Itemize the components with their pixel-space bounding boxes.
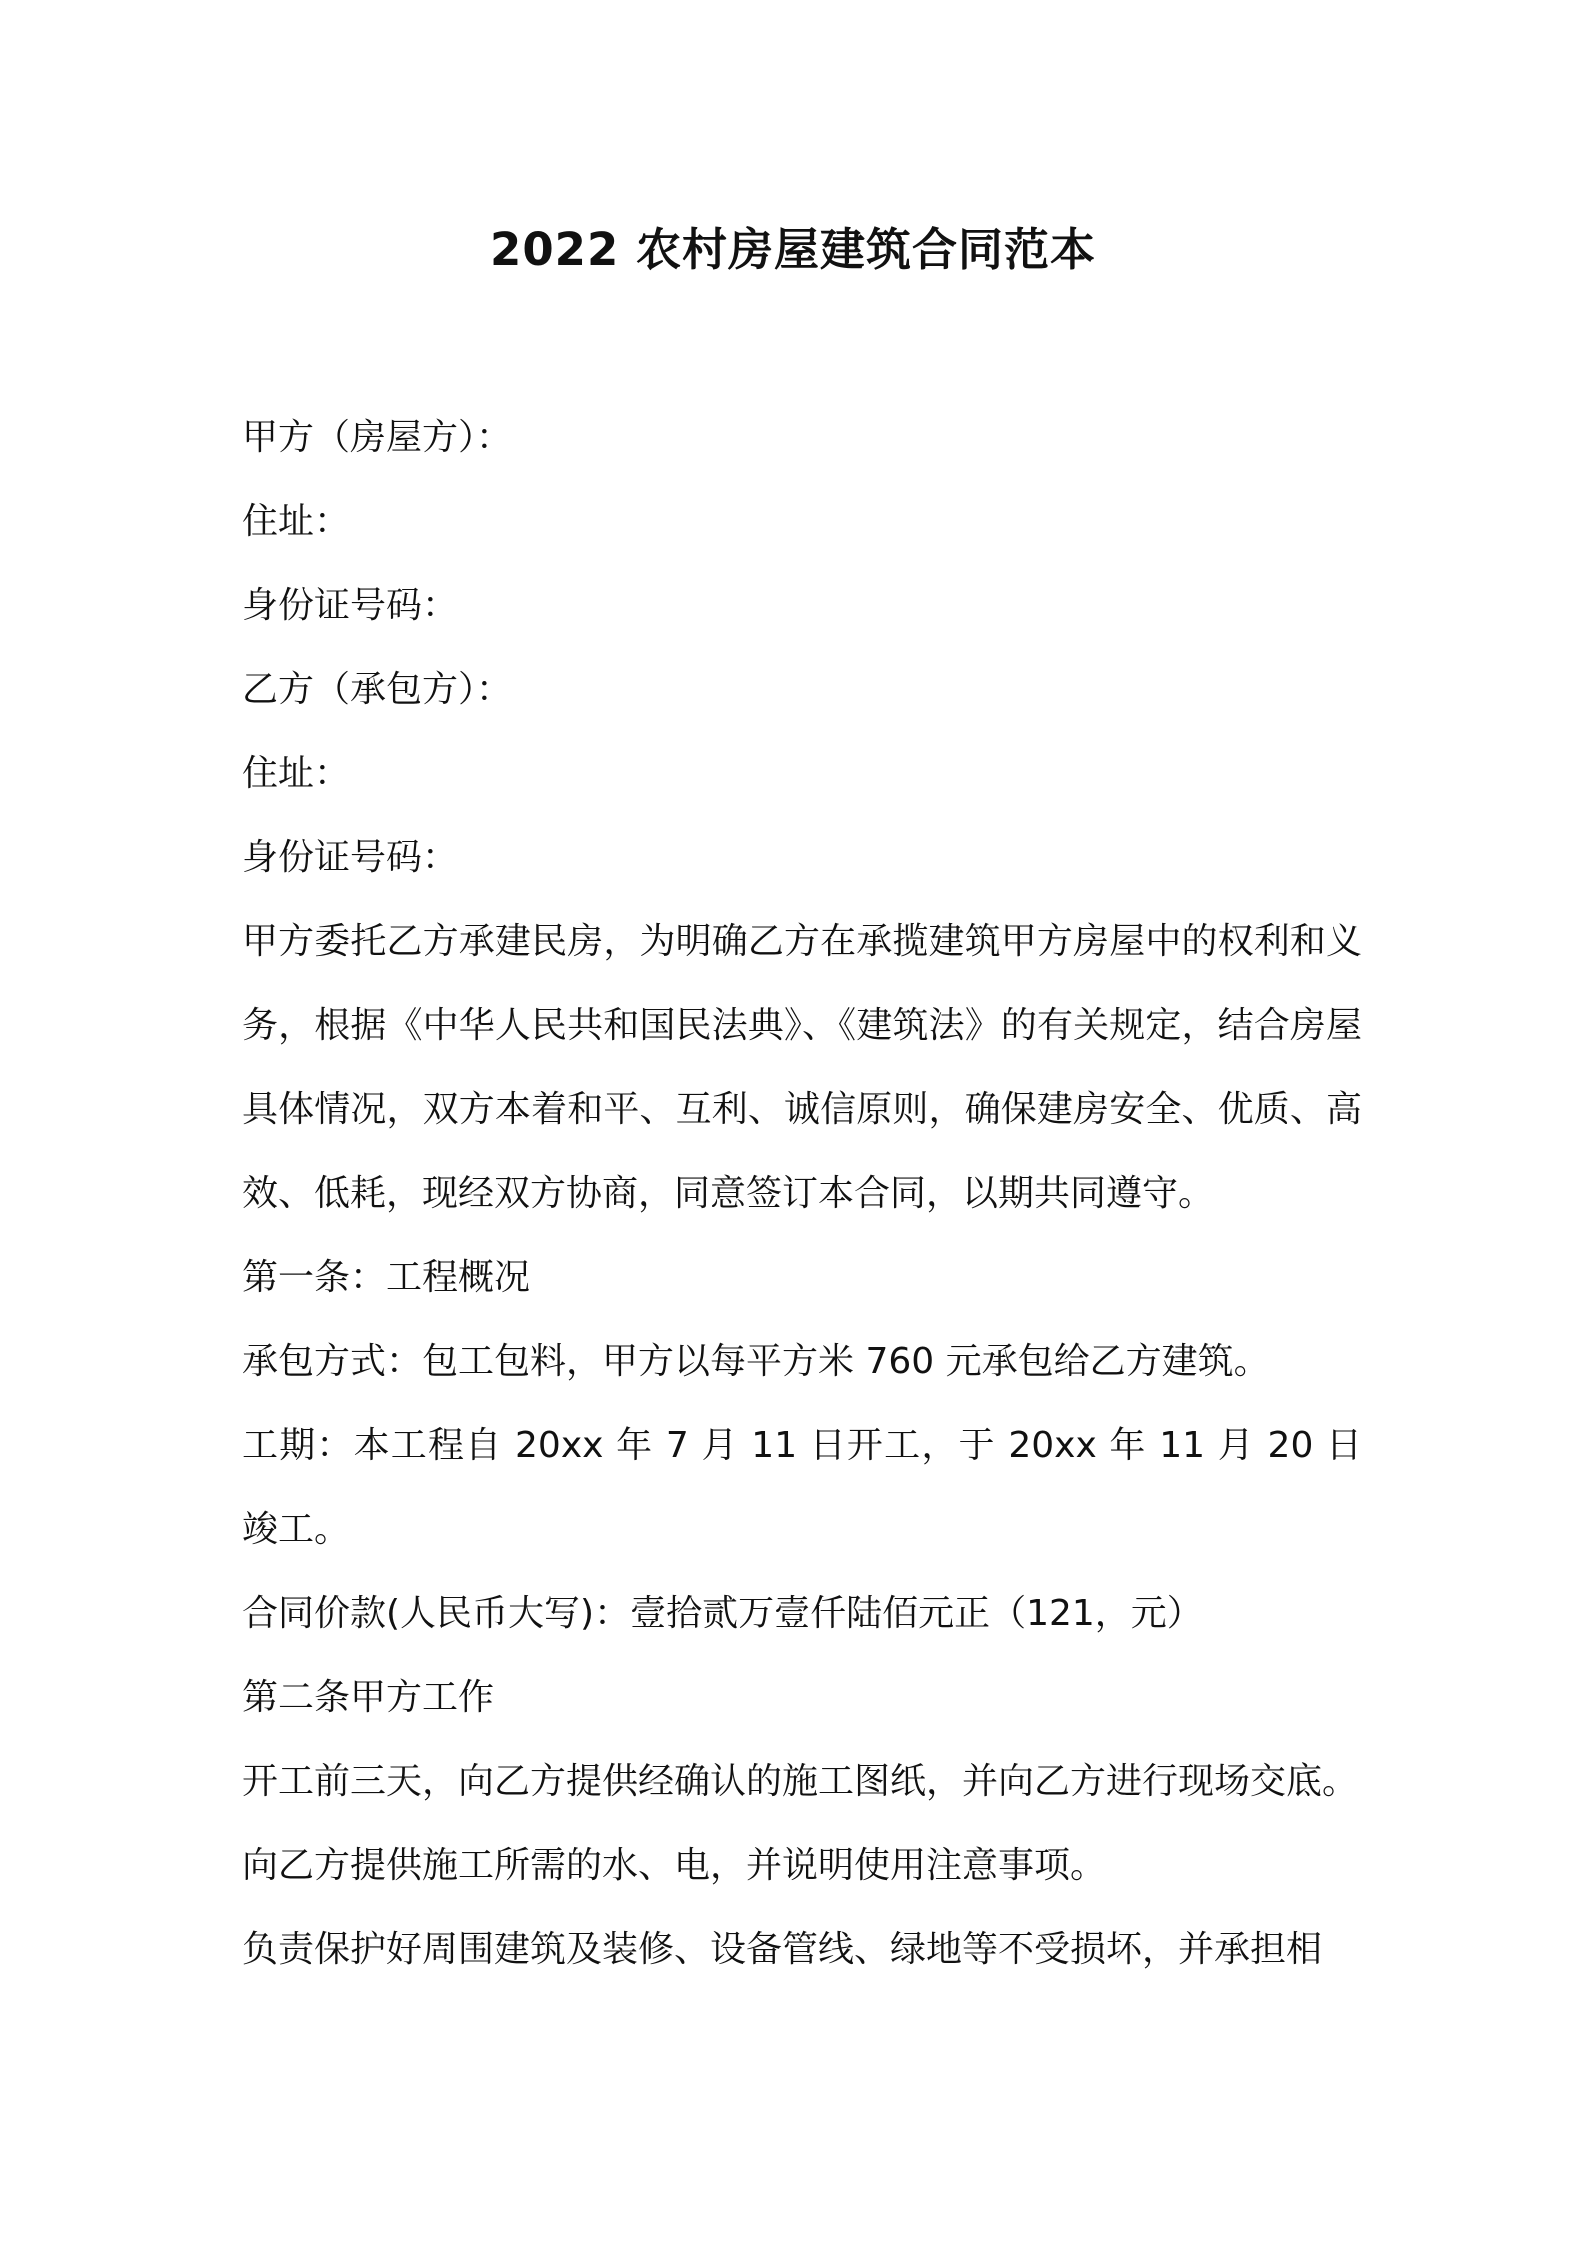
party-a-label: 甲方（房屋方）： [242, 417, 513, 458]
schedule: 工期：本工程自 20xx 年 7 月 11 日开工，于 20xx 年 11 月 20 日竣工。 [242, 1425, 1362, 1550]
article2-heading: 第二条甲方工作 [242, 1677, 495, 1718]
document-title: 2022 农村房屋建筑合同范本 [490, 223, 1096, 276]
article1-heading: 第一条：工程概况 [242, 1257, 531, 1298]
duty-2: 向乙方提供施工所需的水、电，并说明使用注意事项。 [242, 1845, 1107, 1886]
duty-3: 负责保护好周围建筑及装修、设备管线、绿地等不受损坏，并承担相 [242, 1929, 1323, 1970]
party-b-address: 住址： [242, 753, 351, 794]
party-b-label: 乙方（承包方）： [242, 669, 513, 710]
document-body [242, 396, 1362, 1992]
intro-paragraph: 甲方委托乙方承建民房，为明确乙方在承揽建筑甲方房屋中的权利和义务，根据《中华人民共和国民法典》、《建筑法》的有关规定，结合房屋具体情况，双方本着和平、互利、诚信原则，确保建房安全、优质、高效、低耗，现经双方协商，同意签订本合同，以期共同遵守。 [242, 921, 1362, 1214]
party-b-id: 身份证号码： [242, 837, 459, 878]
party-a-id: 身份证号码： [242, 585, 459, 626]
party-a-address: 住址： [242, 501, 351, 542]
contract-price: 合同价款(人民币大写)：壹拾贰万壹仟陆佰元正（121，元） [242, 1593, 1203, 1634]
duty-1: 开工前三天，向乙方提供经确认的施工图纸，并向乙方进行现场交底。 [242, 1761, 1359, 1802]
contract-method: 承包方式：包工包料，甲方以每平方米 760 元承包给乙方建筑。 [242, 1341, 1270, 1382]
